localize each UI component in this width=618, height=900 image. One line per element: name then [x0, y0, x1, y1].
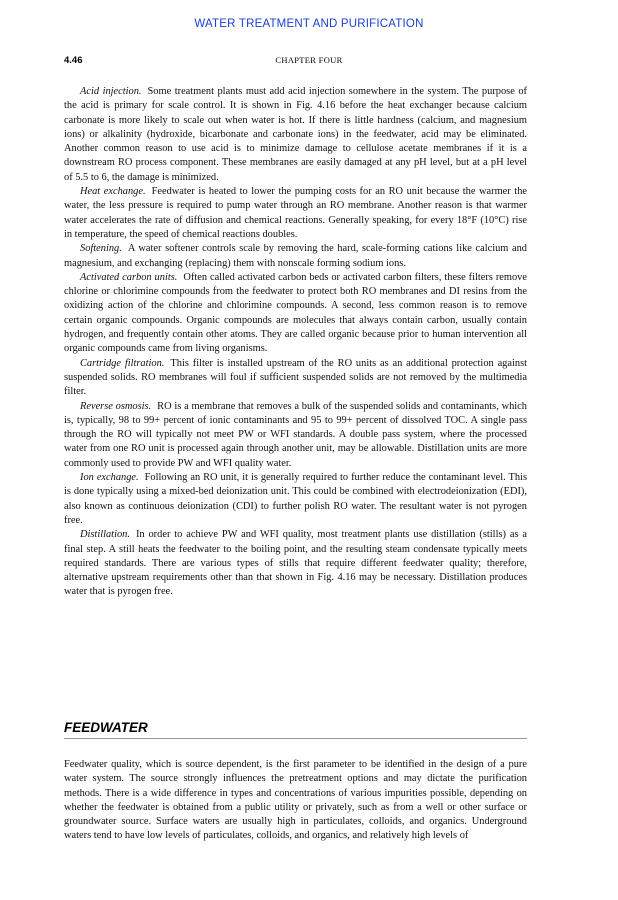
paragraph-feedwater: Feedwater quality, which is source dependent, is the first parameter to be identified in the design of a pure water system. The source strongly influences the pretreatment options and may dictate the purification methods. There is a wide difference in types and concentrations of various impurities possible, depending on whether the feedwater is obtained from a public utility or privately, such as from a well or other surface or groundwater source. Surface waters are usually high in particulates, colloids, and organics. Underground waters tend to have low levels of particulates, colloids, and organics, and relatively high levels of: [64, 759, 527, 842]
run-in-heading: Distillation.: [80, 529, 130, 541]
run-in-heading: Heat exchange.: [80, 186, 146, 198]
paragraph-reverse-osmosis: [64, 400, 527, 471]
section-heading-feedwater: FEEDWATER: [64, 720, 527, 739]
paragraph-text: Often called activated carbon beds or activated carbon filters, these filters remove chlorine or chlorimine compounds from the feedwater to protect both RO membranes and DI resins from the oxidizing action of the chlorine and chlorimine compounds. A second, less common reason is to remove certain organic compounds. Organic compounds are molecules that always contain carbon, usually contain hydrogen, and frequently contain other atoms. They are called organic because prior to human intervention all organic compounds came from living organisms.: [64, 271, 527, 355]
paragraph-text: A water softener controls scale by removing the hard, scale-forming cations like calcium and magnesium, and exchanging (replacing) them with nonscale forming sodium ions.: [64, 243, 527, 269]
paragraph-text: This filter is installed upstream of the RO units as an additional protection against suspended solids. RO membranes will foul if sufficient suspended solids are not removed by the multimedia filter.: [64, 357, 527, 398]
paragraph-heat-exchange: [64, 185, 527, 242]
paragraph-activated-carbon: [64, 271, 527, 357]
body-text: [64, 85, 527, 600]
paragraph-text: Some treatment plants must add acid injection somewhere in the system. The purpose of the acid is primary for scale control. It is shown in Fig. 4.16 before the heat exchanger because calcium carbonate is more likely to scale out when water is hot. If there is little hardness (calcium, and magnesium ions) or alkalinity (hydroxide, bicarbonate and carbonate ions) in the feedwater, acid may be eliminated. Another common reason to use acid is to minimize damage to cellulose acetate membranes if it is a downstream RO process component. These membranes are easily damaged at any pH level, but at a pH level of 5.5 to 6, the damage is minimized.: [64, 86, 528, 183]
chapter-label: CHAPTER FOUR: [275, 55, 343, 65]
paragraph-cartridge-filtration: [64, 357, 527, 400]
paragraph-text: Feedwater is heated to lower the pumping costs for an RO unit because the warmer the water, the less pressure is required to pump water through an RO membrane. Another reason is that warmer water accelerates the rate of diffusion and chemical reactions. Generally speaking, for every 18°F (10°C) rise in temperature, the speed of chemical reactions doubles.: [64, 186, 528, 240]
run-in-heading: Acid injection.: [80, 86, 142, 97]
run-in-heading: Cartridge filtration.: [80, 357, 165, 369]
paragraph-text: In order to achieve PW and WFI quality, most treatment plants use distillation (stills) as a final step. A still heats the feedwater to the boiling point, and the resulting steam condensate typically meets required standards. There are various types of stills that require different feedwater quality; therefore, alternative upstream requirements other than that shown in Fig. 4.16 may be necessary. Distillation produces water that is pyrogen free.: [64, 529, 527, 598]
paragraph-text: Following an RO unit, it is generally required to further reduce the contaminant level. This is done typically using a mixed-bed deionization unit. This could be combined with electrodeionization (EDI), also known as continuous deionization (CDI) to further polish RO water. The resultant water is not pyrogen free.: [64, 472, 527, 526]
run-in-heading: Softening.: [80, 243, 122, 255]
paragraph-text: RO is a membrane that removes a bulk of the suspended solids and contaminants, which is, typically, 98 to 99+ percent of ionic contaminants and 95 to 99+ percent of dissolved TOC. A single pass through the RO will typically not meet PW or WFI standards. A double pass system, where the processed water from one RO unit is processed again through another unit, may be allowable. Distillation units are more commonly used to provide PW and WFI quality water.: [64, 400, 527, 469]
paragraph-distillation: [64, 528, 527, 599]
paragraph-softening: [64, 242, 527, 271]
running-header: WATER TREATMENT AND PURIFICATION: [194, 18, 424, 30]
section-body: [64, 758, 527, 844]
run-in-heading: Reverse osmosis.: [80, 400, 152, 412]
page-number: 4.46: [64, 55, 83, 66]
paragraph-ion-exchange: [64, 471, 527, 528]
run-in-heading: Ion exchange.: [80, 472, 139, 484]
paragraph-acid-injection: [64, 85, 527, 185]
run-in-heading: Activated carbon units.: [80, 271, 178, 283]
